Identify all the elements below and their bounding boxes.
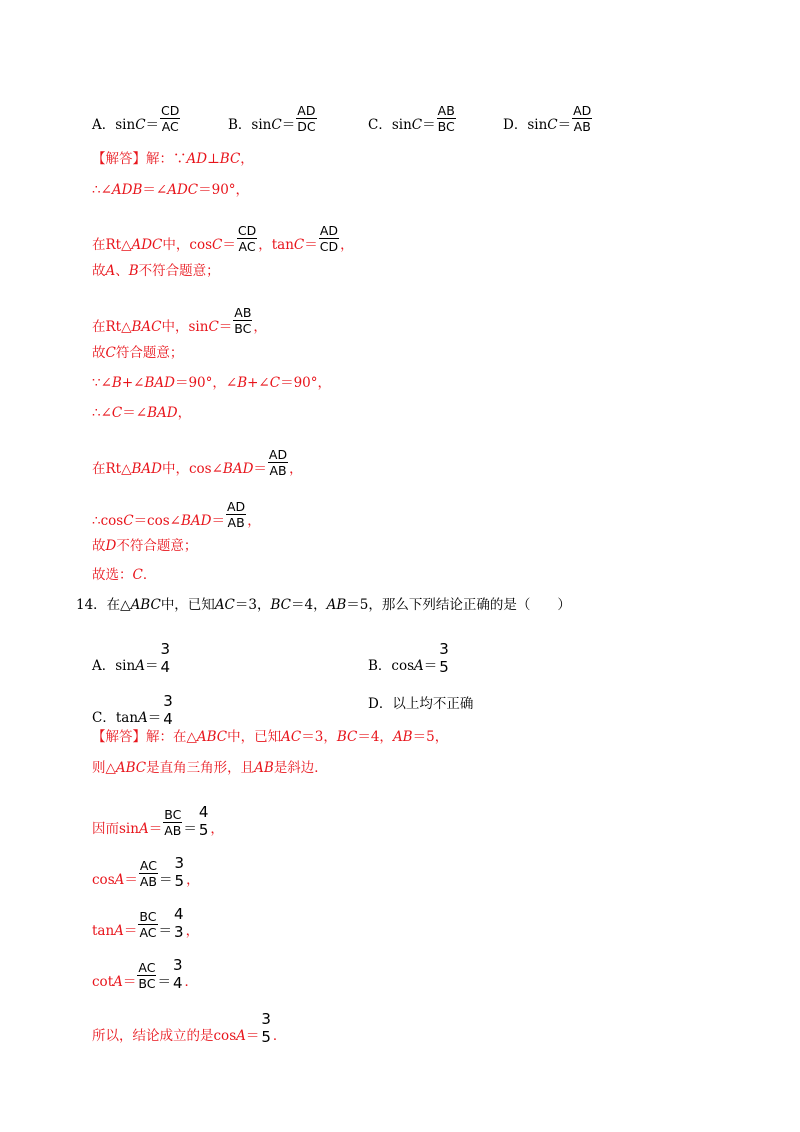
fraction: 3 5 [439,640,449,676]
solution-line: 故A、B不符合题意； [92,263,220,279]
fraction: 3 5 [261,1010,271,1046]
solution-line: ∵∠B+∠BAD＝90°，∠B+∠C＝90°， [92,375,332,391]
fraction: $\frac{AD}{DC}$ [297,103,316,134]
fraction: $\frac{CD}{AC}$ [237,223,257,254]
q14-option-d[interactable]: D．以上均不正确 [368,696,474,712]
solution-line: 故D不符合题意； [92,538,198,554]
q14-option-a[interactable]: A．sinA＝ 3 4 [92,640,170,676]
fraction: $\frac{AD}{CD}$ [319,223,339,254]
q14-stem: 14．在△ABC中，已知AC＝3，BC＝4，AB＝5，那么下列结论正确的是（ ） [76,597,571,613]
fraction: $\frac{AC}{BC}$ [138,960,156,991]
solution-line: ∴∠C＝∠BAD， [92,405,192,421]
fraction: $\frac{AD}{AB}$ [268,447,288,478]
fraction: $\frac{BC}{AC}$ [139,909,157,940]
fraction: 3 4 [160,640,170,676]
solution-line: ∴∠ADB＝∠ADC＝90°， [92,182,250,198]
solution-line: 【解答】解：∵AD⊥BC， [92,151,254,167]
answer-tag: 【解答】 [92,729,146,745]
fraction: 4 3 [174,905,184,941]
solution-line: 因而sinA＝ $\frac{BC}{AB}$ ＝ 4 5 ， [92,803,224,839]
fraction: $\frac{CD}{AC}$ [161,103,180,134]
solution-line: 则△ABC是直角三角形，且AB是斜边． [92,760,328,776]
solution-line: 在Rt△ADC中，cosC＝ $\frac{CD}{AC}$ ，tanC＝ $\frac{AD}{CD}$ ， [92,223,354,254]
q13-option-c[interactable]: C．sinC＝ $\frac{AB}{BC}$ [368,103,455,134]
solution-line: 在Rt△BAC中，sinC＝ $\frac{AB}{BC}$ ， [92,305,267,336]
q13-option-b[interactable]: B．sinC＝ $\frac{AD}{DC}$ [228,103,316,134]
fraction: $\frac{AD}{AB}$ [227,499,246,530]
solution-line: 【解答】解：在△ABC中，已知AC＝3，BC＝4，AB＝5， [92,729,449,745]
fraction: $\frac{AD}{AB}$ [573,103,592,134]
fraction: $\frac{BC}{AB}$ [164,807,182,838]
fraction: $\frac{AC}{AB}$ [139,858,158,889]
solution-line: tanA＝ $\frac{BC}{AC}$ ＝ 4 3 ， [92,905,200,941]
fraction: 3 4 [172,956,183,992]
fraction: $\frac{AB}{BC}$ [234,305,252,336]
fraction: 4 5 [198,803,209,839]
answer-tag: 【解答】 [92,151,146,167]
solution-line: ∴cosC＝cos∠BAD＝ $\frac{AD}{AB}$ ， [92,499,261,530]
solution-line: cotA＝ $\frac{AC}{BC}$ ＝ 3 4 ． [92,956,199,992]
q14-option-c[interactable]: C．tanA＝ 3 4 [92,692,173,728]
fraction: 3 5 [174,854,185,890]
q14-option-b[interactable]: B．cosA＝ 3 5 [368,640,449,676]
q13-option-d[interactable]: D．sinC＝ $\frac{AD}{AB}$ [503,103,592,134]
solution-line: cosA＝ $\frac{AC}{AB}$ ＝ 3 5 ， [92,854,200,890]
solution-line: 故选：C． [92,567,157,583]
solution-line: 在Rt△BAD中，cos∠BAD＝ $\frac{AD}{AB}$ ， [92,447,303,478]
solution-line: 所以，结论成立的是cosA＝ 3 5 ． [92,1010,287,1046]
q13-option-a[interactable]: A．sinC＝ $\frac{CD}{AC}$ [92,103,180,134]
fraction: 3 4 [163,692,173,728]
solution-line: 故C符合题意； [92,345,184,361]
fraction: $\frac{AB}{BC}$ [437,103,455,134]
